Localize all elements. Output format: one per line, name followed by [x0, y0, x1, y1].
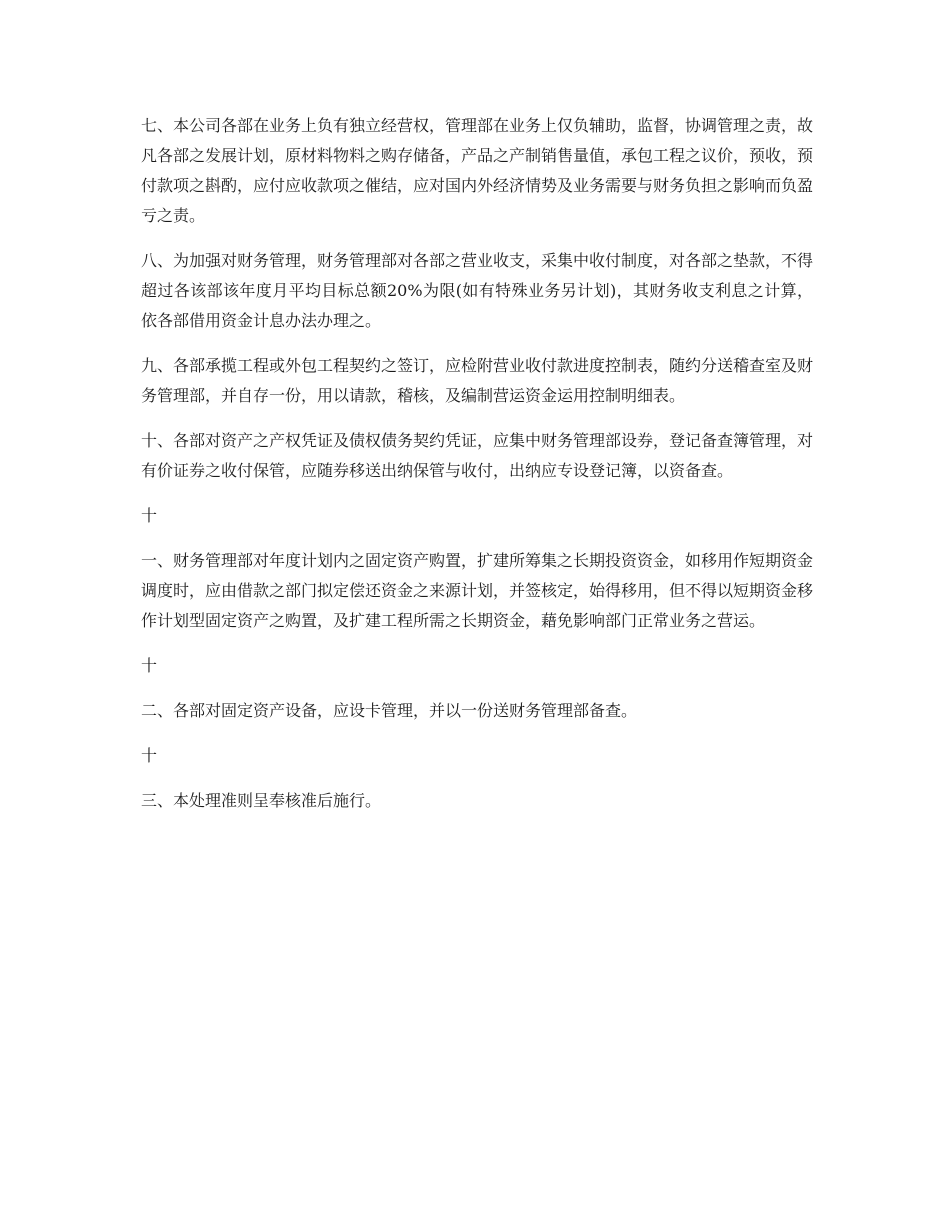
- clause-8-paragraph: 八、为加强对财务管理，财务管理部对各部之营业收支，采集中收付制度，对各部之垫款，不得超过各该部该年度月平均目标总额20%为限(如有特殊业务另计划)，其财务收支利息之计算，依各部借用资金计息办法办理之。: [141, 251, 814, 330]
- clause-11-number-fragment: 十: [141, 506, 158, 525]
- document-page: [141, 111, 813, 831]
- clause-7-paragraph: 七、本公司各部在业务上负有独立经营权，管理部在业务上仅负辅助，监督，协调管理之责，故凡各部之发展计划，原材料物料之购存储备，产品之产制销售量值，承包工程之议价，预收，预付款项之斟酌，应付应收款项之催结，应对国内外经济情势及业务需要与财务负担之影响而负盈亏之责。: [141, 116, 814, 225]
- clause-12-number-fragment: 十: [141, 656, 158, 675]
- clause-13-paragraph: 三、本处理准则呈奉核准后施行。: [141, 791, 382, 810]
- clause-11-paragraph: 一、财务管理部对年度计划内之固定资产购置，扩建所筹集之长期投资资金，如移用作短期资金调度时，应由借款之部门拟定偿还资金之来源计划，并签核定，始得移用，但不得以短期资金移作计划型固定资产之购置，及扩建工程所需之长期资金，藉免影响部门正常业务之营运。: [141, 551, 814, 630]
- clause-10-paragraph: 十、各部对资产之产权凭证及债权债务契约凭证，应集中财务管理部设券，登记备查簿管理，对有价证券之收付保管，应随券移送出纳保管与收付，出纳应专设登记簿，以资备查。: [141, 431, 814, 480]
- clause-13-number-fragment: 十: [141, 746, 158, 765]
- clause-12-paragraph: 二、各部对固定资产设备，应设卡管理，并以一份送财务管理部备查。: [141, 701, 638, 720]
- clause-9-paragraph: 九、各部承揽工程或外包工程契约之签订，应检附营业收付款进度控制表，随约分送稽查室及财务管理部，并自存一份，用以请款，稽核，及编制营运资金运用控制明细表。: [141, 356, 814, 405]
